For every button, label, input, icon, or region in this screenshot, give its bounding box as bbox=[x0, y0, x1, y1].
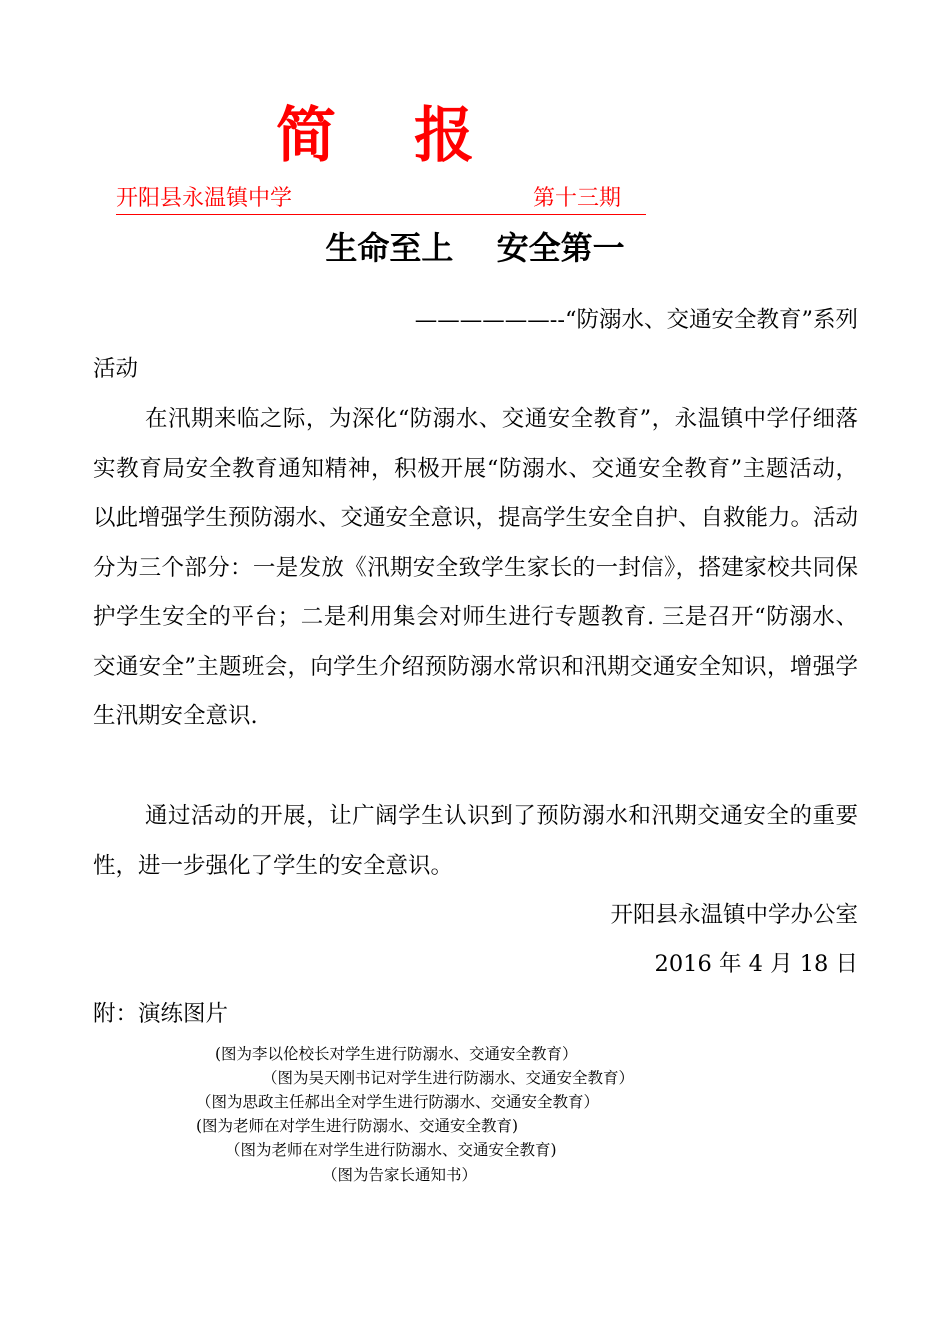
school-issue-line bbox=[116, 184, 646, 215]
signature-date: 2016 年 4 月 18 日 bbox=[654, 951, 858, 977]
subtitle-continuation: 活动 bbox=[93, 356, 139, 382]
issue-number: 第十三期 bbox=[533, 186, 622, 211]
attachment-label: 附：演练图片 bbox=[93, 1001, 229, 1027]
headline: 生命至上 安全第一 bbox=[325, 229, 625, 267]
photo-caption: (图为老师在对学生进行防溺水、交通安全教育) bbox=[196, 1117, 519, 1135]
signature-office: 开阳县永温镇中学办公室 bbox=[610, 902, 858, 928]
photo-caption: （图为吴天刚书记对学生进行防溺水、交通安全教育） bbox=[262, 1069, 635, 1087]
photo-caption: （图为思政主任郝出全对学生进行防溺水、交通安全教育） bbox=[196, 1093, 600, 1111]
school-name: 开阳县永温镇中学 bbox=[116, 186, 293, 211]
masthead-title: 简报 bbox=[276, 101, 552, 171]
photo-caption: （图为老师在对学生进行防溺水、交通安全教育) bbox=[225, 1141, 557, 1159]
body-paragraph-1: 在汛期来临之际，为深化“防溺水、交通安全教育”，永温镇中学仔细落实教育局安全教育通知精神，积极开展“防溺水、交通安全教育”主题活动，以此增强学生预防溺水、交通安全意识，提高学生安全自护、自救能力。活动分为三个部分：一是发放《汛期安全致学生家长的一封信》，搭建家校共同保护学生安全的平台；二是利用集会对师生进行专题教育. 三是召开“防溺水、交通安全”主题班会，向学生介绍预防溺水常识和汛期交通安全知识，增强学生汛期安全意识. bbox=[93, 406, 859, 729]
photo-caption: (图为李以伦校长对学生进行防溺水、交通安全教育） bbox=[215, 1045, 578, 1063]
subtitle: ——————--“防溺水、交通安全教育”系列 bbox=[414, 307, 858, 333]
body-paragraph-2: 通过活动的开展，让广阔学生认识到了预防溺水和汛期交通安全的重要性，进一步强化了学生的安全意识。 bbox=[93, 803, 858, 879]
photo-caption: （图为告家长通知书） bbox=[322, 1166, 478, 1184]
